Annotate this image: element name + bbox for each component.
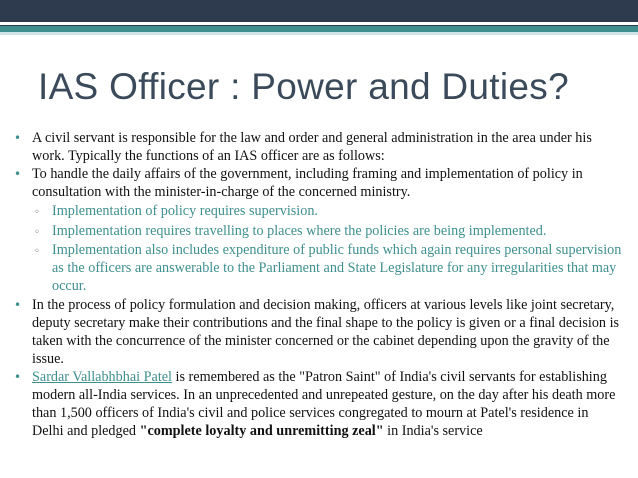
sub-bullet-item <box>14 223 622 241</box>
bullet-text: in India's service <box>383 422 483 439</box>
header-light-bar <box>0 32 638 35</box>
header-divider <box>0 22 638 25</box>
bullet-icon: • <box>14 131 22 145</box>
sub-bullet-text: Implementation requires travelling to places where the policies are being implemented. <box>52 222 547 239</box>
bullet-icon: • <box>14 166 22 181</box>
bullet-text: A civil servant is responsible for the law and order and general administration in the area under his work. Typically the functions of an IAS officer are as follows: <box>32 130 592 164</box>
bullet-icon: • <box>14 369 22 384</box>
bullet-item <box>14 130 622 166</box>
bold-quote: "complete loyalty and unremitting zeal" <box>139 422 384 439</box>
sub-bullet-icon: ◦ <box>34 207 40 219</box>
slide-body <box>14 130 622 440</box>
sub-bullet-text: Implementation also includes expenditure of public funds which again requires personal supervision as the officers are answerable to the Parliament and State Legislature for any irregularities that may occur. <box>52 241 622 294</box>
bullet-text: is remembered as the "Patron Saint" of India's civil servants for establishing modern all-India services. In an unprecedented and unrepeated gesture, on the day after his death more than 1,500 officers of India's civil and police services congregated to mourn at Patel's residence in Delhi and pledged <box>32 368 616 439</box>
sub-bullet-item <box>14 242 622 296</box>
bullet-icon: • <box>14 298 22 313</box>
bullet-item <box>14 369 622 441</box>
sub-bullet-item <box>14 203 622 221</box>
sub-bullet-text: Implementation of policy requires supervision. <box>52 203 318 220</box>
bullet-text: To handle the daily affairs of the government, including framing and implementation of policy in consultation with the minister-in-charge of the concerned ministry. <box>32 165 583 200</box>
bullet-item <box>14 166 622 202</box>
slide-title: IAS Officer : Power and Duties? <box>38 66 569 107</box>
bullet-text: In the process of policy formulation and decision making, officers at various levels like joint secretary, deputy secretary make their contributions and the final shape to the policy is given or a final decision is taken with the concurrence of the minister concerned or the cabinet depending upon the gravity of the issue. <box>32 297 620 367</box>
sub-bullet-icon: ◦ <box>34 245 40 257</box>
patel-link[interactable]: Sardar Vallabhbhai Patel <box>32 368 172 385</box>
sub-bullet-icon: ◦ <box>34 226 40 238</box>
bullet-item <box>14 297 622 369</box>
